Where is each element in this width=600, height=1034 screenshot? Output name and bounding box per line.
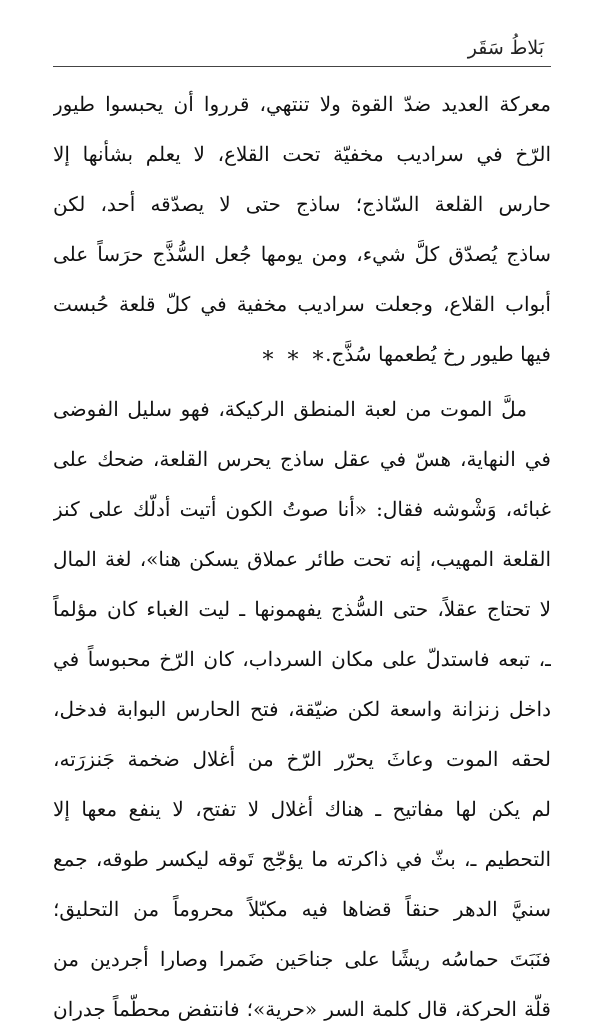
text-line: ملَّ الموت من لعبة المنطق الركيكة، فهو سليل الفوضى <box>53 397 527 421</box>
text-line: التحطيم ـ، بثّ في ذاكرته ما يؤجّج تَوقه ليكسر طوقه، جمع <box>53 847 551 871</box>
header-rule <box>53 66 551 67</box>
text-line: ـ، تبعه فاستدلّ على مكان السرداب، كان الرّخ محبوساً في <box>53 647 551 671</box>
text-line: لم يكن لها مفاتيح ـ هناك أغلال لا تفتح، لا ينفع معها إلا <box>53 797 551 821</box>
text-line: لحقه الموت وعاثَ يحرّر الرّخ من أغلال ضخمة جَنزرَته، <box>53 747 551 771</box>
running-header: بَلاطُ سَقَر <box>467 37 544 59</box>
text-line: داخل زنزانة واسعة لكن ضيّقة، فتح الحارس البوابة فدخل، <box>53 697 551 721</box>
paragraph-1 <box>53 79 551 379</box>
text-line: فنَبَتَ حماسُه ريشًا على جناحَين ضَمرا وصارا أجردين من <box>53 947 551 971</box>
text-line: الرّخ في سراديب مخفيّة تحت القلاع، لا يعلم بشأنها إلا <box>53 142 551 166</box>
text-line: لا تحتاج عقلاً، حتى السُّذج يفهمونها ـ ليت الغباء كان مؤلماً <box>53 597 551 621</box>
text-line: قلّة الحركة، قال كلمة السر «حرية»؛ فانتفض محطّماً جدران <box>53 997 551 1021</box>
text-line: ساذج يُصدّق كلَّ شيء، ومن يومها جُعل السُّذَّج حرَساً على <box>53 242 551 266</box>
text-line: القلعة المهيب، إنه تحت طائر عملاق يسكن هنا»، لغة المال <box>53 547 551 571</box>
text-line: حارس القلعة السّاذج؛ ساذج حتى لا يصدّقه أحد، لكن <box>53 192 551 216</box>
text-line: فيها طيور رخ يُطعمها سُذَّج. <box>325 342 551 366</box>
text-line: أبواب القلاع، وجعلت سراديب مخفية في كلّ قلعة حُبست <box>53 292 551 316</box>
text-line: سنيَّ الدهر حنقاً قضاها فيه مكبّلاً محروماً من التحليق؛ <box>53 897 551 921</box>
section-separator: *** <box>262 348 338 373</box>
paragraph-2 <box>53 384 551 1034</box>
text-line: في النهاية، هسّ في عقل ساذج يحرس القلعة، ضحك على <box>53 447 551 471</box>
text-line: غبائه، وَشْوشه فقال: «أنا صوتُ الكون أتيت أدلّك على كنز <box>53 497 551 521</box>
text-line: معركة العديد ضدّ القوة ولا تنتهي، قرروا أن يحبسوا طيور <box>53 92 551 116</box>
